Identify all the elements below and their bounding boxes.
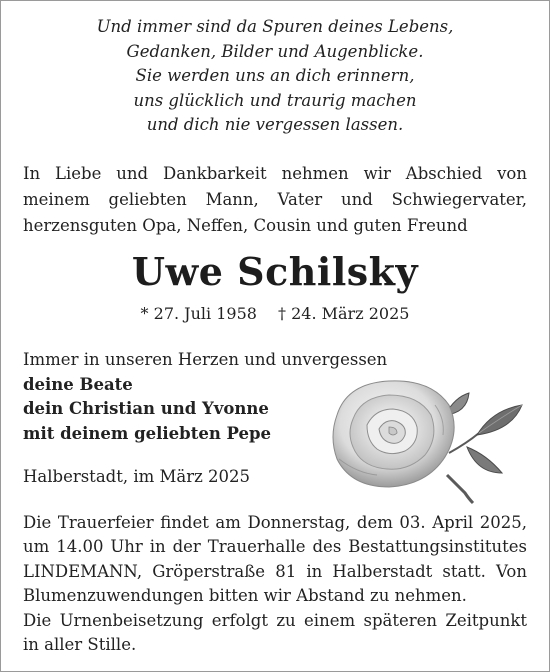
- signature-line: dein Christian und Yvonne: [23, 399, 269, 418]
- deceased-name: Uwe Schilsky: [131, 249, 419, 294]
- poem-line: Sie werden uns an dich erinnern,: [135, 66, 415, 85]
- birth-date: * 27. Juli 1958: [140, 304, 257, 323]
- rose-icon: [327, 375, 541, 505]
- signature-line: deine Beate: [23, 374, 133, 394]
- intro-text: In Liebe und Dankbarkeit nehmen wir Abschied von meinem geliebten Mann, Vater und Schwiegervater, herzensguten Opa, Neffen, Cousin und guten Freund: [23, 164, 527, 235]
- place-date: Halberstadt, im März 2025: [23, 467, 251, 486]
- poem-line: und dich nie vergessen lassen.: [146, 115, 404, 134]
- poem: [1, 15, 549, 138]
- remembrance-line: Immer in unseren Herzen und unvergessen: [23, 350, 388, 369]
- burial-details: Die Urnenbeisetzung erfolgt zu einem späteren Zeitpunkt in aller Stille.: [23, 610, 527, 655]
- poem-line: uns glücklich und traurig machen: [133, 90, 417, 110]
- life-dates: [1, 304, 549, 323]
- signature-line: mit deinem geliebten Pepe: [23, 423, 272, 443]
- funeral-details: Die Trauerfeier findet am Donnerstag, dem 03. April 2025, um 14.00 Uhr in der Trauerhalle des Bestattungsinstitutes LINDEMANN, Gröperstraße 81 in Halberstadt statt. Von Blumenzuwendungen bitten wir Abstand zu nehmen.: [23, 513, 527, 606]
- death-date: † 24. März 2025: [278, 304, 410, 323]
- funeral-info: [23, 511, 527, 657]
- poem-line: Und immer sind da Spuren deines Lebens,: [96, 17, 454, 36]
- poem-line: Gedanken, Bilder und Augenblicke.: [126, 41, 424, 61]
